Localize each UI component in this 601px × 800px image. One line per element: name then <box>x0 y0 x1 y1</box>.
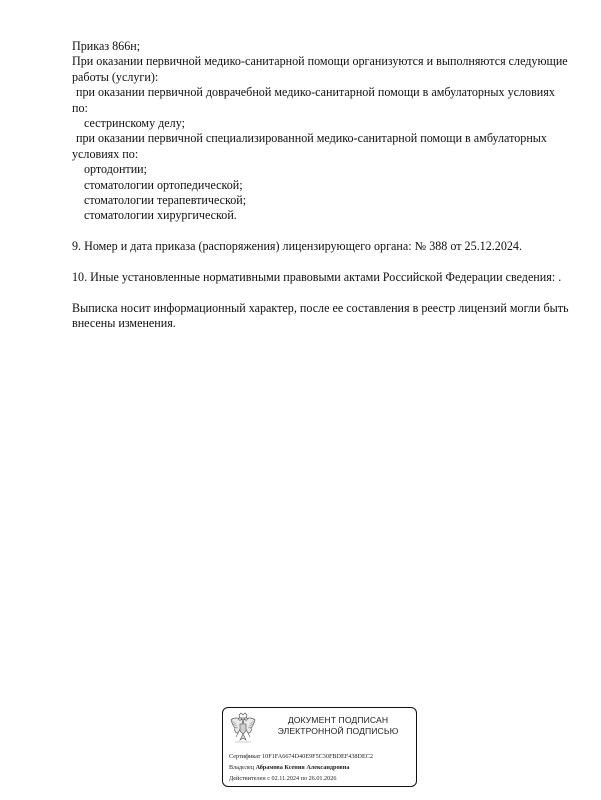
text-line: при оказании первичной доврачебной медико-санитарной помощи в амбулаторных условиях <box>76 85 555 100</box>
disclaimer-line: внесены изменения. <box>72 316 176 331</box>
text-line: условиях по: <box>72 146 139 161</box>
text-line: ортодонтии; <box>84 162 148 177</box>
text-line: сестринскому делу; <box>84 116 185 131</box>
owner-label: Владелец <box>229 764 255 772</box>
spacer <box>72 224 572 239</box>
stamp-details <box>229 751 415 785</box>
validity-row <box>229 773 415 784</box>
text-line: Приказ 866н; <box>72 39 141 53</box>
spacer <box>72 285 572 300</box>
item-9-order-number: 9. Номер и дата приказа (распоряжения) лицензирующего органа: № 388 от 25.12.2024. <box>72 239 523 254</box>
text-line: стоматологии ортопедической; <box>84 177 243 192</box>
text-line: при оказании первичной специализированной медико-санитарной помощи в амбулаторных <box>76 131 547 146</box>
text-line: стоматологии хирургической. <box>84 208 237 223</box>
validity-value: с 02.11.2024 по 26.01.2026 <box>267 775 337 783</box>
item-10-other-info: 10. Иные установленные нормативными правовыми актами Российской Федерации сведения: . <box>72 270 562 285</box>
certificate-value: 10F1FA6674D40E9F5C30FBDEF438DEC2 <box>262 753 373 760</box>
text-line: работы (услуги): <box>72 69 159 84</box>
electronic-signature-stamp <box>222 707 417 787</box>
coat-of-arms-icon <box>229 712 257 746</box>
owner-row <box>229 762 415 773</box>
stamp-title-line: ЭЛЕКТРОННОЙ ПОДПИСЬЮ <box>277 725 399 736</box>
validity-label: Действителен <box>229 775 266 783</box>
stamp-title-line: ДОКУМЕНТ ПОДПИСАН <box>287 715 389 725</box>
text-line: При оказании первичной медико-санитарной помощи организуются и выполняются следующие <box>72 54 568 69</box>
spacer <box>72 255 572 270</box>
disclaimer-line: Выписка носит информационный характер, после ее составления в реестр лицензий могли быть <box>72 300 569 315</box>
text-line: стоматологии терапевтической; <box>84 193 247 208</box>
stamp-title <box>263 715 413 736</box>
document-body <box>72 39 572 332</box>
certificate-label: Сертификат <box>229 753 261 760</box>
text-line: по: <box>72 100 88 115</box>
certificate-row <box>229 751 415 762</box>
owner-name: Абрамова Ксения Александровна <box>255 764 350 772</box>
